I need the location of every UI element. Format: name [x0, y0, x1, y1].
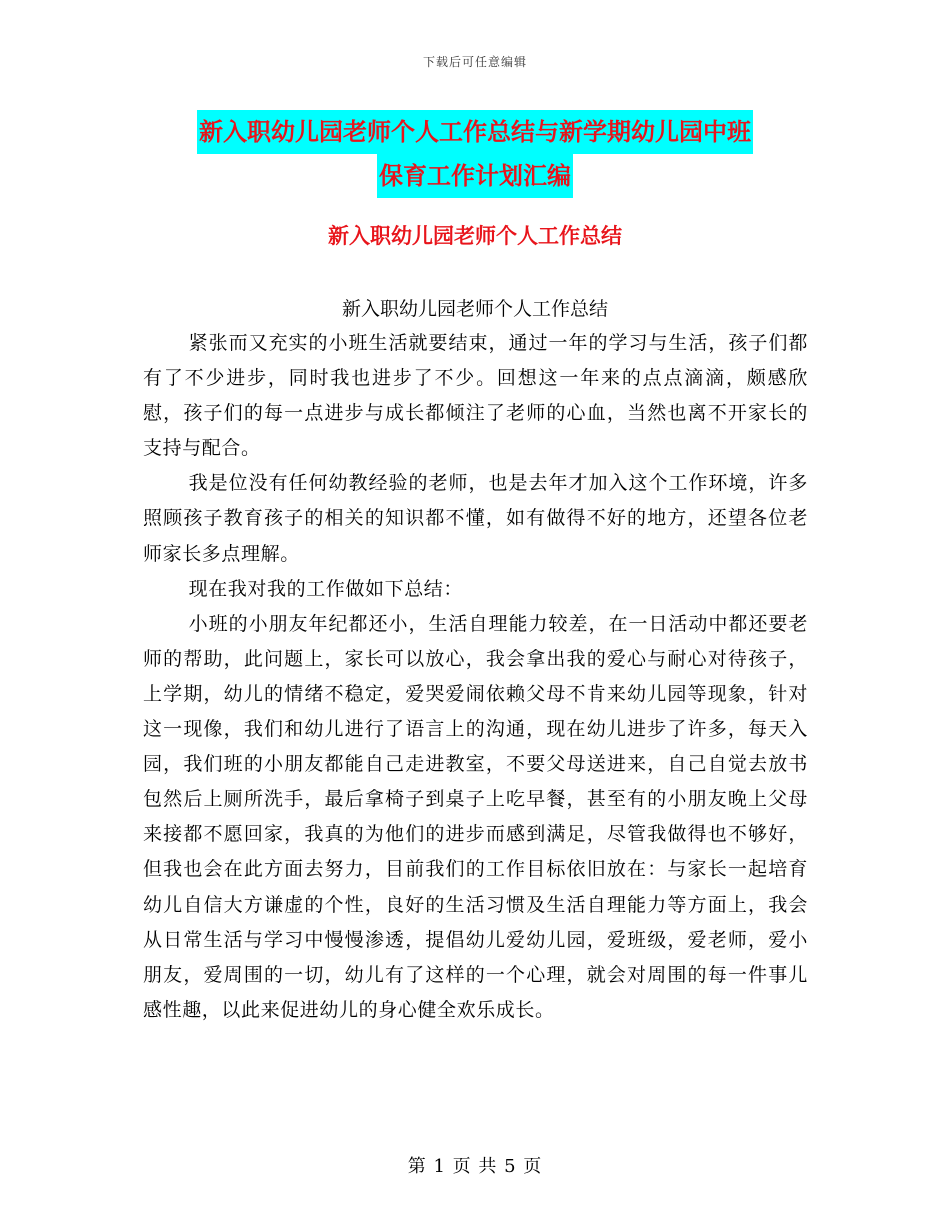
section-subtitle: 新入职幼儿园老师个人工作总结 — [341, 298, 608, 320]
paragraph: 紧张而又充实的小班生活就要结束，通过一年的学习与生活，孩子们都有了不少进步，同时我也进步了不少。回想这一年来的点点滴滴，颇感欣慰，孩子们的每一点进步与成长都倾注了老师的心血，当然也离不开家长的支持与配合。 — [143, 332, 808, 460]
paragraph: 我是位没有任何幼教经验的老师，也是去年才加入这个工作环境，许多照顾孩子教育孩子的相关的知识都不懂，如有做得不好的地方，还望各位老师家长多点理解。 — [143, 472, 808, 565]
header-note: 下载后可任意编辑 — [422, 55, 527, 69]
page-number: 第 1 页 共 5 页 — [407, 1156, 543, 1177]
paragraph: 现在我对我的工作做如下总结： — [188, 577, 463, 600]
section-title: 新入职幼儿园老师个人工作总结 — [328, 224, 622, 248]
document-title-line2: 保育工作计划汇编 — [377, 154, 573, 198]
paragraph: 小班的小朋友年纪都还小，生活自理能力较差，在一日活动中都还要老师的帮助，此问题上，家长可以放心，我会拿出我的爱心与耐心对待孩子，上学期，幼儿的情绪不稳定，爱哭爱闹依赖父母不肯来幼儿园等现象，针对这一现像，我们和幼儿进行了语言上的沟通，现在幼儿进步了许多，每天入园，我们班的小朋友都能自己走进教室，不要父母送进来，自己自觉去放书包然后上厕所洗手，最后拿椅子到桌子上吃早餐，甚至有的小朋友晚上父母来接都不愿回家，我真的为他们的进步而感到满足，尽管我做得也不够好，但我也会在此方面去努力，目前我们的工作目标依旧放在：与家长一起培育幼儿自信大方谦虚的个性，良好的生活习惯及生活自理能力等方面上，我会从日常生活与学习中慢慢渗透，提倡幼儿爱幼儿园，爱班级，爱老师，爱小朋友，爱周围的一切，幼儿有了这样的一个心理，就会对周围的每一件事儿感性趣，以此来促进幼儿的身心健全欢乐成长。 — [143, 612, 808, 1021]
body-text — [143, 326, 808, 1028]
document-title — [0, 110, 950, 198]
document-title-line1: 新入职幼儿园老师个人工作总结与新学期幼儿园中班 — [197, 110, 753, 154]
